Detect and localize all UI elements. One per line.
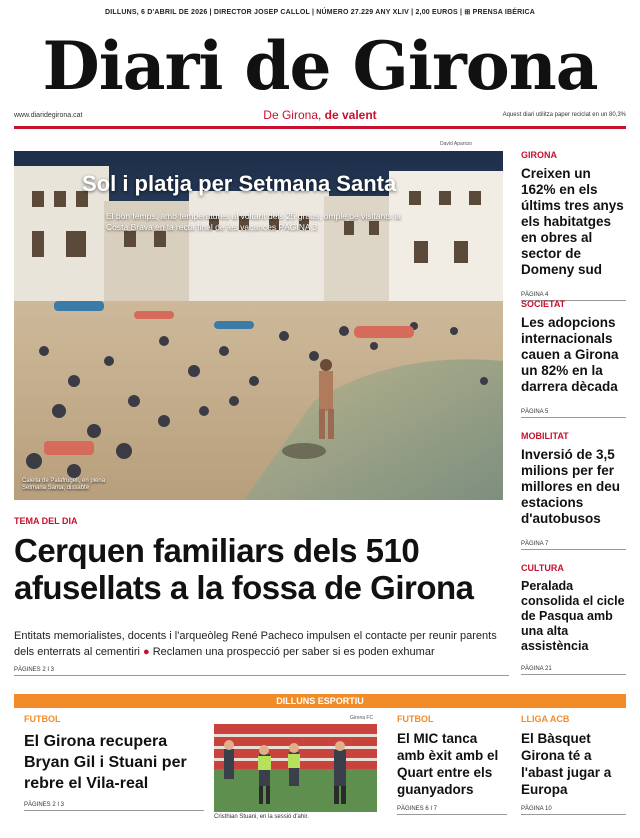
motto-prefix: De Girona, [263,108,325,122]
caption-line-2: Setmana Santa, dissabte [22,485,90,491]
sidebar-headline[interactable]: Creixen un 162% en els últims tres anys els habitatges en obres al sector de Domeny sud [521,166,624,277]
sport-story-3[interactable] [521,714,626,815]
sidebar-section: SOCIETAT [521,299,566,309]
sport-headline[interactable]: El Girona recupera Bryan Gil i Stuani per rebre el Vila-real [24,733,187,792]
bullet-icon: ● [143,646,150,658]
deck-part-2: Reclamen una prospecció per saber si es poden exhumar [149,646,435,658]
lead-photo-headline[interactable]: Sol i platja per Setmana Santa [82,171,397,196]
sidebar-story-girona[interactable] [521,150,626,301]
sport-page: PÀGINES 2 I 3 [24,802,204,811]
sport-photo-caption: Cristhian Stuani, en la sessió d'ahir. [214,814,309,820]
recycled-paper-note: Aquest diari utilitza paper reciclat en un 80,3% [502,112,626,118]
sidebar-headline[interactable]: Peralada consolida el cicle de Pasqua amb una alta assistència [521,579,625,653]
main-headline[interactable]: Cerquen familiars dels 510 afusellats a la fossa de Girona [14,532,474,606]
sidebar-story-societat[interactable] [521,299,626,418]
issue-info-line: DILLUNS, 6 D'ABRIL DE 2026 | DIRECTOR JOSEP CALLOL | NÚMERO 27.229 ANY XLIV | 2,00 EUROS | ⊞ PRENSA IBÉRICA [104,9,536,16]
sport-page: PÀGINA 10 [521,806,626,815]
sidebar-story-cultura[interactable] [521,563,626,675]
sport-photo-credit: Girona FC [350,715,374,721]
sport-section: LLIGA ACB [521,714,570,724]
deck-part-1: Entitats memorialistes, docents i l'arqueòleg René Pacheco impulsen el contacte per reunir parents dels enterrats al cementiri [14,630,497,658]
website-link[interactable]: www.diaridegirona.cat [14,112,83,119]
main-story-label: TEMA DEL DIA [14,516,78,526]
sport-headline[interactable]: El Bàsquet Girona té a l'abast jugar a Europa [521,731,612,797]
masthead-subbar [14,108,626,122]
sport-section: FUTBOL [24,714,61,724]
photo-credit: David Aparicio [440,141,472,147]
masthead-divider [14,126,626,129]
sidebar-page: PÀGINA 21 [521,666,626,675]
sport-story-2[interactable] [397,714,507,815]
lead-photo-subhead: El bon temps, amb temperatures al voltant dels 25 graus, omple de visitants la Costa Brava en la recta final de les vacances PÀGINA 3 [106,211,401,232]
sport-story-1[interactable] [24,714,204,811]
sport-headline[interactable]: El MIC tanca amb èxit amb el Quart entre els guanyadors [397,731,499,797]
football-training-image [214,724,377,812]
lead-photo[interactable] [14,151,503,500]
sidebar-headline[interactable]: Inversió de 3,5 milions per fer millores en deu estacions d'autobusos [521,447,621,526]
lead-photo-caption [22,478,105,492]
sidebar-page: PÀGINA 4 [521,292,626,301]
sidebar-section: CULTURA [521,563,564,573]
sport-section: FUTBOL [397,714,434,724]
sport-photo[interactable] [214,724,377,812]
sidebar-section: MOBILITAT [521,431,569,441]
masthead-logo[interactable]: Diari de Girona [42,27,598,105]
sidebar-page: PÀGINA 7 [521,541,626,550]
main-pages: PÀGINES 2 I 3 [14,667,509,676]
sidebar-story-mobilitat[interactable] [521,431,626,550]
caption-line-1: Calella de Palafrugell, en plena [22,478,106,484]
motto-bold: de valent [324,108,377,122]
beach-scene-image [14,151,503,500]
main-deck [14,628,509,660]
sidebar-page: PÀGINA 5 [521,409,626,418]
sidebar-headline[interactable]: Les adopcions internacionals cauen a Girona un 82% en la darrera dècada [521,315,619,394]
sidebar-section: GIRONA [521,150,557,160]
sport-section-bar[interactable]: DILLUNS ESPORTIU [14,694,626,708]
sport-page: PÀGINES 6 I 7 [397,806,507,815]
